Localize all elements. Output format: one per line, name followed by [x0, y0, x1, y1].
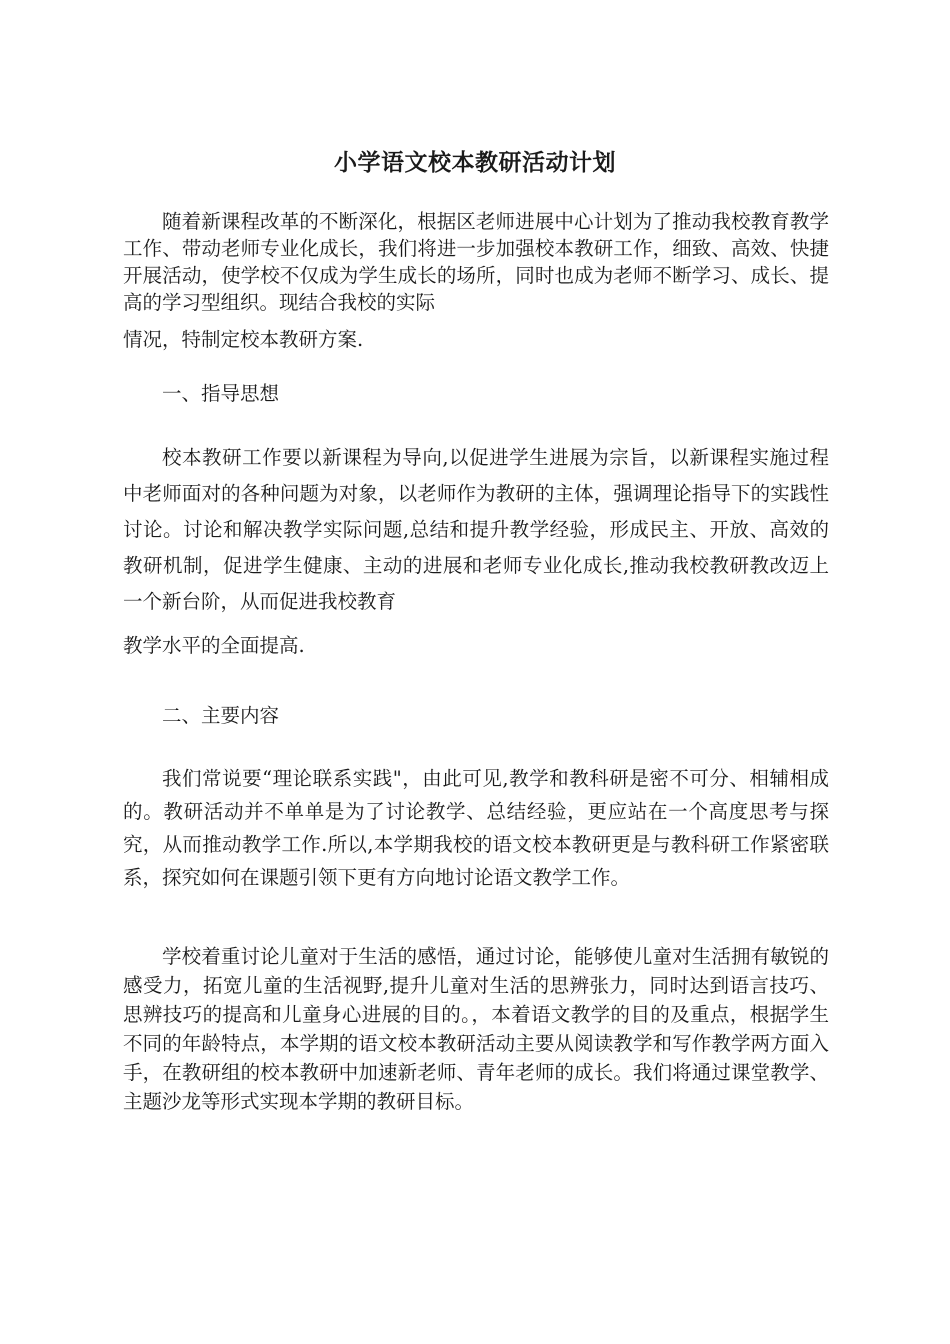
intro-paragraph	[123, 208, 829, 353]
main-content-paragraph-2: 学校着重讨论儿童对于生活的感悟，通过讨论，能够使儿童对生活拥有敏锐的感受力，拓宽儿童的生活视野,提升儿童对生活的思辨张力，同时达到语言技巧、思辨技巧的提高和儿童身心进展的目的。，本着语文教学的目的及重点，根据学生不同的年龄特点，本学期的语文校本教研活动主要从阅读教学和写作教学两方面入手，在教研组的校本教研中加速新老师、青年老师的成长。我们将通过课堂教学、主题沙龙等形式实现本学期的教研目标。	[123, 945, 829, 1113]
section-heading-main-content: 二、主要内容	[162, 704, 280, 727]
intro-text-last-line: 情况，特制定校本教研方案.	[123, 328, 364, 351]
guiding-thought-paragraph	[123, 440, 829, 664]
guiding-thought-text-last-line: 教学水平的全面提高.	[123, 634, 305, 657]
intro-text: 随着新课程改革的不断深化，根据区老师进展中心计划为了推动我校教育教学工作、带动老师专业化成长，我们将进一步加强校本教研工作，细致、高效、快捷开展活动，使学校不仅成为学生成长的场所，同时也成为老师不断学习、成长、提高的学习型组织。现结合我校的实际	[123, 210, 829, 314]
section-heading-guiding-thought: 一、指导思想	[162, 382, 280, 405]
main-content-paragraph-1: 我们常说要“理论联系实践"，由此可见,教学和教科研是密不可分、相辅相成的。教研活动并不单单是为了讨论教学、总结经验，更应站在一个高度思考与探究，从而推动教学工作.所以,本学期我校的语文校本教研更是与教科研工作紧密联系，探究如何在课题引领下更有方向地讨论语文教学工作。	[123, 767, 829, 889]
guiding-thought-text: 校本教研工作要以新课程为导向,以促进学生进展为宗旨，以新课程实施过程中老师面对的各种问题为对象，以老师作为教研的主体，强调理论指导下的实践性讨论。讨论和解决教学实际问题,总结和提升教学经验，形成民主、开放、高效的教研机制，促进学生健康、主动的进展和老师专业化成长,推动我校教研教改迈上一个新台阶，从而促进我校教育	[123, 446, 829, 613]
document-title: 小学语文校本教研活动计划	[334, 149, 616, 176]
